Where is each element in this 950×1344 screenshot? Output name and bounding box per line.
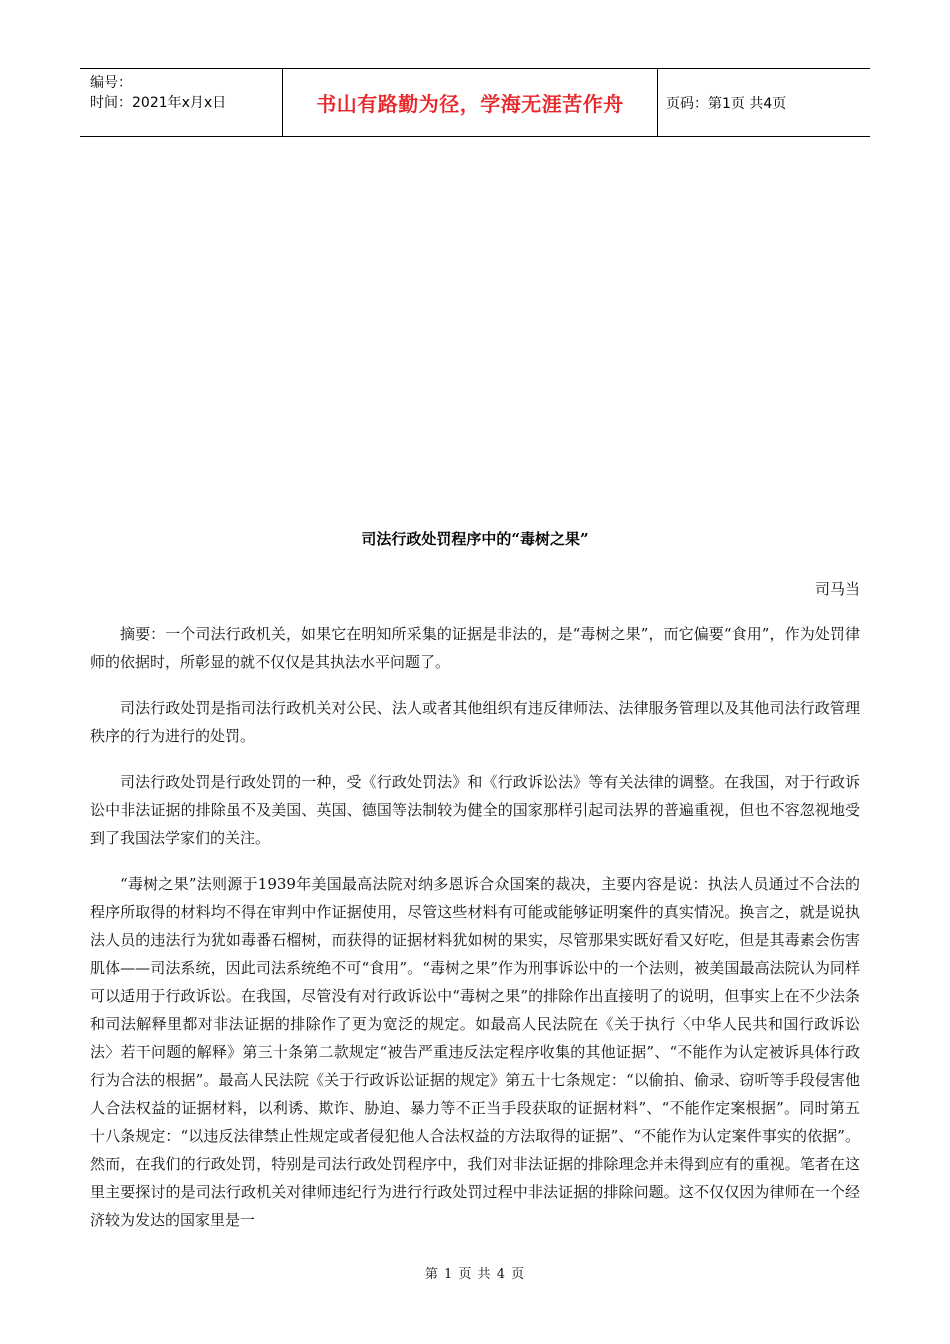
header-page-info: 页码：第1页 共4页 [666,95,787,112]
page-footer: 第 1 页 共 4 页 [424,1267,526,1282]
document-header [80,68,870,137]
number-label: 编号： [90,75,132,91]
document-title: 司法行政处罚程序中的“毒树之果” [361,530,589,548]
document-body [90,620,860,1252]
header-meta [80,69,282,136]
paragraph: 司法行政处罚是行政处罚的一种，受《行政处罚法》和《行政诉讼法》等有关法律的调整。在我国，对于行政诉讼中非法证据的排除虽不及美国、英国、德国等法制较为健全的国家那样引起司法界的普遍重视，但也不容忽视地受到了我国法学家们的关注。 [90,773,860,847]
paragraph-abstract: 摘要：一个司法行政机关，如果它在明知所采集的证据是非法的，是“毒树之果”，而它偏要“食用”，作为处罚律师的依据时，所彰显的就不仅仅是其执法水平问题了。 [90,625,860,671]
paragraph: “毒树之果”法则源于1939年美国最高法院对纳多恩诉合众国案的裁决，主要内容是说：执法人员通过不合法的程序所取得的材料均不得在审判中作证据使用，尽管这些材料有可能或能够证明案件的真实情况。换言之，就是说执法人员的违法行为犹如毒番石榴树，而获得的证据材料犹如树的果实，尽管那果实既好看又好吃，但是其毒素会伤害肌体——司法系统，因此司法系统绝不可“食用”。“毒树之果”作为刑事诉讼中的一个法则，被美国最高法院认为同样可以适用于行政诉讼。在我国，尽管没有对行政诉讼中“毒树之果”的排除作出直接明了的说明，但事实上在不少法条和司法解释里都对非法证据的排除作了更为宽泛的规定。如最高人民法院在《关于执行〈中华人民共和国行政诉讼法〉若干问题的解释》第三十条第二款规定“被告严重违反法定程序收集的其他证据”、“不能作为认定被诉具体行政行为合法的根据”。最高人民法院《关于行政诉讼证据的规定》第五十七条规定：“以偷拍、偷录、窃听等手段侵害他人合法权益的证据材料，以利诱、欺诈、胁迫、暴力等不正当手段获取的证据材料”、“不能作定案根据”。同时第五十八条规定：“以违反法律禁止性规定或者侵犯他人合法权益的方法取得的证据”、“不能作为认定案件事实的依据”。然而，在我们的行政处罚，特别是司法行政处罚程序中，我们对非法证据的排除理念并未得到应有的重视。笔者在这里主要探讨的是司法行政机关对律师违纪行为进行行政处罚过程中非法证据的排除问题。这不仅仅因为律师在一个经济较为发达的国家里是一 [90,875,860,1229]
document-author: 司马当 [814,580,860,598]
time-label: 时间：2021年x月x日 [90,95,227,111]
header-motto: 书山有路勤为径，学海无涯苦作舟 [282,69,658,136]
paragraph: 司法行政处罚是指司法行政机关对公民、法人或者其他组织有违反律师法、法律服务管理以及其他司法行政管理秩序的行为进行的处罚。 [90,699,860,745]
